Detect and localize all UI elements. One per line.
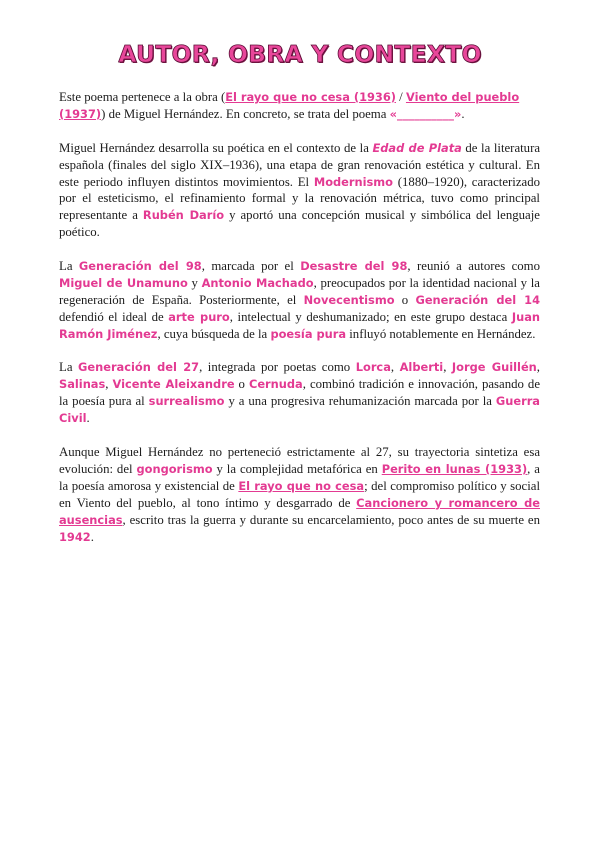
text: .: [461, 106, 465, 121]
text: ,: [390, 360, 400, 375]
author-machado: Antonio Machado: [201, 275, 314, 290]
paragraph-hernandez-evolution: [59, 444, 540, 545]
text: ,: [105, 377, 113, 392]
text: , intelectual y deshumanizado; en este grupo destaca: [229, 309, 512, 324]
text: , preocupados por la identidad nacional y la regeneración de España. Posteriormente, el: [59, 275, 540, 307]
author-alberti: Alberti: [399, 360, 444, 375]
year-1942: 1942: [59, 529, 91, 544]
text: , reunió a autores como: [407, 259, 541, 274]
text: ) de Miguel Hernández. En concreto, se trata del poema: [101, 106, 390, 121]
term-desastre-98: Desastre del 98: [300, 259, 408, 274]
term-gongorismo: gongorismo: [136, 461, 213, 476]
text: /: [395, 90, 406, 104]
term-surrealismo: surrealismo: [148, 394, 225, 409]
author-salinas: Salinas: [59, 377, 106, 392]
poem-placeholder: «__________»: [389, 106, 462, 121]
term-generacion-27: Generación del 27: [78, 360, 200, 375]
text: y aportó una concepción musical y simbólica del lenguaje poético.: [59, 208, 540, 240]
term-generacion-98: Generación del 98: [78, 259, 202, 274]
term-arte-puro: arte puro: [168, 309, 230, 324]
paragraph-generation-98: [59, 258, 540, 343]
text: Miguel Hernández desarrolla su poética en el contexto de la: [59, 140, 373, 155]
author-ruben-dario: Rubén Darío: [142, 208, 225, 223]
author-jorge-guillen: Jorge Guillén: [451, 360, 537, 375]
text: La: [59, 259, 79, 274]
term-modernismo: Modernismo: [313, 174, 394, 189]
author-juan-ramon-jimenez: Juan Ramón Jiménez: [59, 309, 541, 341]
work-title-el-rayo: El rayo que no cesa: [238, 478, 365, 493]
text: .: [86, 411, 90, 426]
text: defendió el ideal de: [59, 309, 169, 324]
text: .: [90, 529, 94, 544]
author-cernuda: Cernuda: [248, 377, 303, 392]
text: La: [59, 360, 79, 375]
text: Este poema pertenece a la obra (: [59, 90, 226, 104]
term-novecentismo: Novecentismo: [303, 292, 395, 307]
text: de la literatura española (finales del siglo XIX–1936), una etapa de gran renovación estética y cultural. En este periodo influyen distintos movimientos. El: [59, 140, 541, 189]
text: o: [394, 292, 416, 307]
work-title-viento: Viento del pueblo (1937): [59, 90, 520, 121]
text: , combinó tradición e innovación, pasando de la poesía pura al: [59, 377, 541, 409]
author-lorca: Lorca: [355, 360, 391, 375]
work-title-rayo: El rayo que no cesa (1936): [225, 90, 396, 104]
work-title-perito-en-lunas: Perito en lunas (1933): [381, 461, 528, 476]
author-vicente-aleixandre: Vicente Aleixandre: [112, 377, 235, 392]
term-poesia-pura: poesía pura: [270, 326, 347, 341]
text: y a una progresiva rehumanización marcada por la: [224, 394, 496, 409]
text: o: [234, 377, 249, 392]
term-edad-de-plata: Edad de Plata: [372, 140, 462, 155]
text: , marcada por el: [201, 259, 301, 274]
term-guerra-civil: Guerra Civil: [59, 394, 540, 426]
text: ,: [536, 360, 540, 375]
text: , integrada por poetas como: [199, 360, 356, 375]
paragraph-generation-27: [59, 359, 540, 427]
text: (1880–1920), caracterizado por el esteticismo, el refinamiento formal y la renovación métrica, tuvo como principal representante a: [59, 174, 540, 223]
text: Aunque Miguel Hernández no perteneció estrictamente al 27, su trayectoria sintetiza esa evolución: del: [59, 444, 540, 476]
text: , escrito tras la guerra y durante su encarcelamiento, poco antes de su muerte en: [122, 512, 540, 527]
text: ,: [443, 360, 452, 375]
text: , cuya búsqueda de la: [157, 326, 271, 341]
text: influyó notablemente en Hernández.: [346, 326, 536, 341]
text: y la complejidad metafórica en: [212, 461, 382, 476]
paragraph-work: [59, 89, 540, 123]
page-title: AUTOR, OBRA Y CONTEXTO: [118, 40, 482, 68]
text: , a la poesía amorosa y existencial de: [59, 461, 540, 493]
paragraph-context: [59, 140, 540, 241]
document-body: [59, 89, 540, 562]
author-unamuno: Miguel de Unamuno: [59, 275, 188, 290]
term-generacion-14: Generación del 14: [415, 292, 540, 307]
work-title-cancionero: Cancionero y romancero de ausencias: [59, 495, 540, 527]
text: ; del compromiso político y social en Viento del pueblo, al tono íntimo y desgarrado de: [59, 478, 541, 510]
text: y: [187, 275, 202, 290]
